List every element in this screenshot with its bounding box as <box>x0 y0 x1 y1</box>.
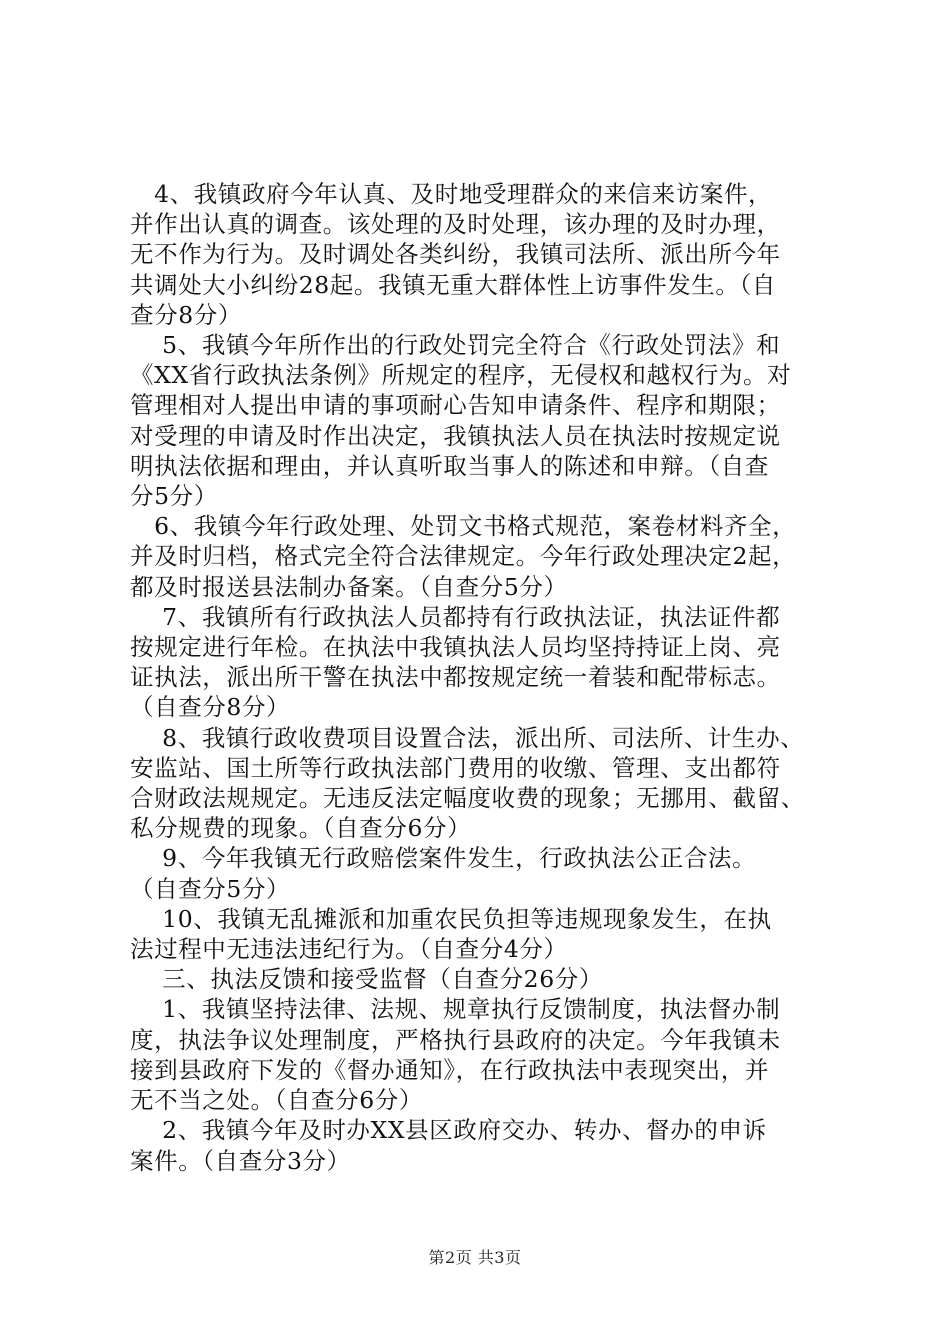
text-line: 都及时报送县法制办备案。（自查分5分） <box>130 572 568 601</box>
paragraph <box>130 602 830 723</box>
text-line: 三、执法反馈和接受监督（自查分26分） <box>130 965 603 994</box>
text-line: 案件。（自查分3分） <box>130 1146 351 1175</box>
text-line: 对受理的申请及时作出决定，我镇执法人员在执法时按规定说 <box>130 421 781 450</box>
text-line: 安监站、国土所等行政执法部门费用的收缴、管理、支出都符 <box>130 753 781 782</box>
text-line: 法过程中无违法违纪行为。（自查分4分） <box>130 935 568 964</box>
page-footer: 第2页 共3页 <box>428 1248 522 1267</box>
text-line: 无不作为行为。及时调处各类纠纷，我镇司法所、派出所今年 <box>130 240 781 269</box>
text-line: （自查分5分） <box>130 874 291 903</box>
text-line: 查分8分） <box>130 300 242 329</box>
document-body <box>130 179 830 1176</box>
text-line: 1、我镇坚持法律、法规、规章执行反馈制度，执法督办制 <box>130 995 781 1024</box>
text-line: 5、我镇今年所作出的行政处罚完全符合《行政处罚法》和 <box>130 331 781 360</box>
text-line: 《XX省行政执法条例》所规定的程序，无侵权和越权行为。对 <box>130 361 792 390</box>
text-line: 分5分） <box>130 482 218 511</box>
text-line: 按规定进行年检。在执法中我镇执法人员均坚持持证上岗、亮 <box>130 633 781 662</box>
text-line: 8、我镇行政收费项目设置合法，派出所、司法所、计生办、 <box>130 723 805 752</box>
paragraph <box>130 179 830 330</box>
text-line: 私分规费的现象。（自查分6分） <box>130 814 472 843</box>
paragraph <box>130 723 830 844</box>
text-line: 9、今年我镇无行政赔偿案件发生，行政执法公正合法。 <box>130 844 757 873</box>
text-line: 2、我镇今年及时办XX县区政府交办、转办、督办的申诉 <box>130 1116 767 1145</box>
text-line: 合财政法规规定。无违反法定幅度收费的现象；无挪用、截留、 <box>130 784 805 813</box>
text-line: 接到县政府下发的《督办通知》，在行政执法中表现突出，并 <box>130 1055 769 1084</box>
paragraph <box>130 994 830 1115</box>
paragraph <box>130 964 830 994</box>
paragraph <box>130 843 830 903</box>
text-line: 无不当之处。（自查分6分） <box>130 1086 424 1115</box>
paragraph <box>130 1115 830 1175</box>
text-line: （自查分8分） <box>130 693 291 722</box>
text-line: 6、我镇今年行政处理、处罚文书格式规范，案卷材料齐全， <box>130 512 797 541</box>
text-line: 证执法，派出所干警在执法中都按规定统一着装和配带标志。 <box>130 663 781 692</box>
text-line: 并作出认真的调查。该处理的及时处理，该办理的及时办理， <box>130 210 781 239</box>
text-line: 4、我镇政府今年认真、及时地受理群众的来信来访案件， <box>130 180 773 208</box>
paragraph <box>130 330 830 511</box>
text-line: 明执法依据和理由，并认真听取当事人的陈述和申辩。（自查 <box>130 451 769 480</box>
text-line: 度，执法争议处理制度，严格执行县政府的决定。今年我镇未 <box>130 1025 781 1054</box>
text-line: 管理相对人提出申请的事项耐心告知申请条件、程序和期限； <box>130 391 781 420</box>
text-line: 10、我镇无乱摊派和加重农民负担等违规现象发生，在执 <box>130 904 772 933</box>
text-line: 7、我镇所有行政执法人员都持有行政执法证，执法证件都 <box>130 602 781 631</box>
paragraph <box>130 511 830 602</box>
text-line: 并及时归档，格式完全符合法律规定。今年行政处理决定2起， <box>130 542 797 571</box>
text-line: 共调处大小纠纷28起。我镇无重大群体性上访事件发生。（自 <box>130 270 776 299</box>
paragraph <box>130 904 830 964</box>
